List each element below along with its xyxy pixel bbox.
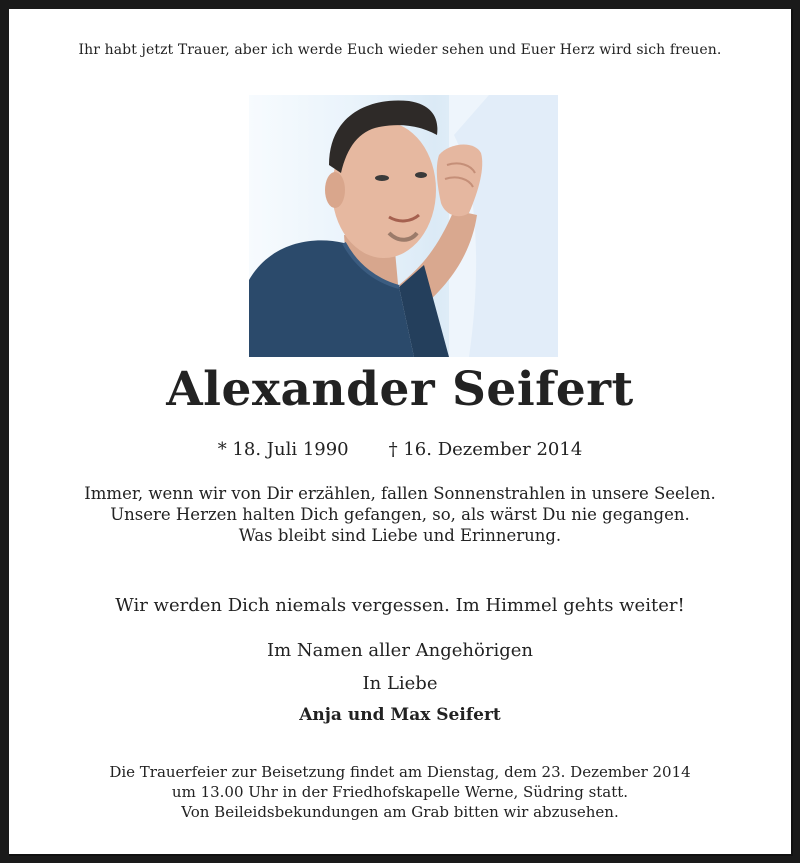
life-dates [9,439,791,460]
portrait-photo [249,95,558,357]
birth-date: * 18. Juli 1990 [217,439,349,460]
verse-text [9,483,791,546]
verse-line: Was bleibt sind Liebe und Erinnerung. [238,526,562,545]
funeral-line: um 13.00 Uhr in der Friedhofskapelle Werne, Südring statt. [171,783,629,801]
funeral-line: Die Trauerfeier zur Beisetzung findet am Dienstag, dem 23. Dezember 2014 [109,763,691,781]
motto-text: Ihr habt jetzt Trauer, aber ich werde Euch wieder sehen und Euer Herz wird sich freuen. [78,42,722,58]
verse-line: Unsere Herzen halten Dich gefangen, so, als wärst Du nie gegangen. [110,505,690,524]
love-text: In Liebe [362,673,438,694]
behalf-text: Im Namen aller Angehörigen [267,640,533,661]
signers-text: Anja und Max Seifert [299,705,501,725]
deceased-name: Alexander Seifert [166,362,634,417]
obituary-notice [9,9,793,856]
funeral-info [9,762,791,822]
funeral-line: Von Beileidsbekundungen am Grab bitten wir abzusehen. [181,803,619,821]
verse-line: Immer, wenn wir von Dir erzählen, fallen Sonnenstrahlen in unsere Seelen. [84,484,716,503]
farewell-text: Wir werden Dich niemals vergessen. Im Himmel gehts weiter! [115,595,685,616]
death-date: † 16. Dezember 2014 [388,439,583,460]
